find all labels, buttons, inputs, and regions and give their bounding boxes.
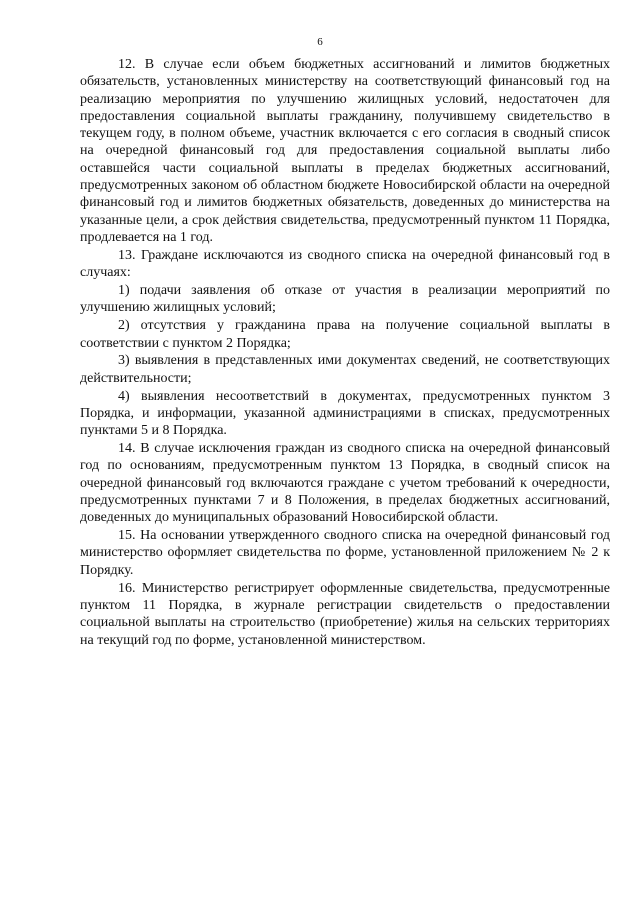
paragraph-15: 15. На основании утвержденного сводного списка на очередной финансовый год министерство оформляет свидетельства по форме, установленной приложением № 2 к Порядку. — [80, 528, 610, 578]
paragraph-13-item-1: 1) подачи заявления об отказе от участия в реализации мероприятий по улучшению жилищных условий; — [80, 283, 610, 316]
paragraph-13-item-4: 4) выявления несоответствий в документах, предусмотренных пунктом 3 Порядка, и информации, указанной администрациями в списках, предусмотренных пунктами 5 и 8 Порядка. — [80, 388, 610, 439]
paragraph-16: 16. Министерство регистрирует оформленные свидетельства, предусмотренные пунктом 11 Порядка, в журнале регистрации свидетельств о предоставлении социальной выплаты на строительство (приобретение) жилья на сельских территориях на текущий год по форме, установленной министерством. — [80, 580, 610, 648]
document-body — [80, 56, 610, 649]
paragraph-13-item-3: 3) выявления в представленных ими документах сведений, не соответствующих действительности; — [80, 353, 610, 386]
paragraph-13: 13. Граждане исключаются из сводного списка на очередной финансовый год в случаях: — [80, 247, 610, 281]
paragraph-13-item-2: 2) отсутствия у гражданина права на получение социальной выплаты в соответствии с пунктом 2 Порядка; — [80, 318, 610, 351]
paragraph-14: 14. В случае исключения граждан из сводного списка на очередной финансовый год по основаниям, предусмотренным пунктом 13 Порядка, в сводный список на очередной финансовый год включаются граждане с учетом требований к очередности, предусмотренных пунктами 7 и 8 Положения, в пределах бюджетных ассигнований, доведенных до муниципальных образований Новосибирской области. — [80, 441, 610, 526]
page-number: 6 — [317, 36, 323, 48]
paragraph-12: 12. В случае если объем бюджетных ассигнований и лимитов бюджетных обязательств, установленных министерству на соответствующий финансовый год на реализацию мероприятия по улучшению жилищных условий, недостаточен для предоставления социальной выплаты гражданину, получившему свидетельство в текущем году, в полном объеме, участник включается с его согласия в сводный список на очередной финансовый год для предоставления социальной выплаты либо оставшейся части социальной выплаты в пределах бюджетных ассигнований, предусмотренных законом об областном бюджете Новосибирской области на очередной финансовый год и лимитов бюджетных обязательств, доведенных до министерства на указанные цели, а срок действия свидетельства, предусмотренный пунктом 11 Порядка, продлевается на 1 год. — [80, 57, 610, 245]
